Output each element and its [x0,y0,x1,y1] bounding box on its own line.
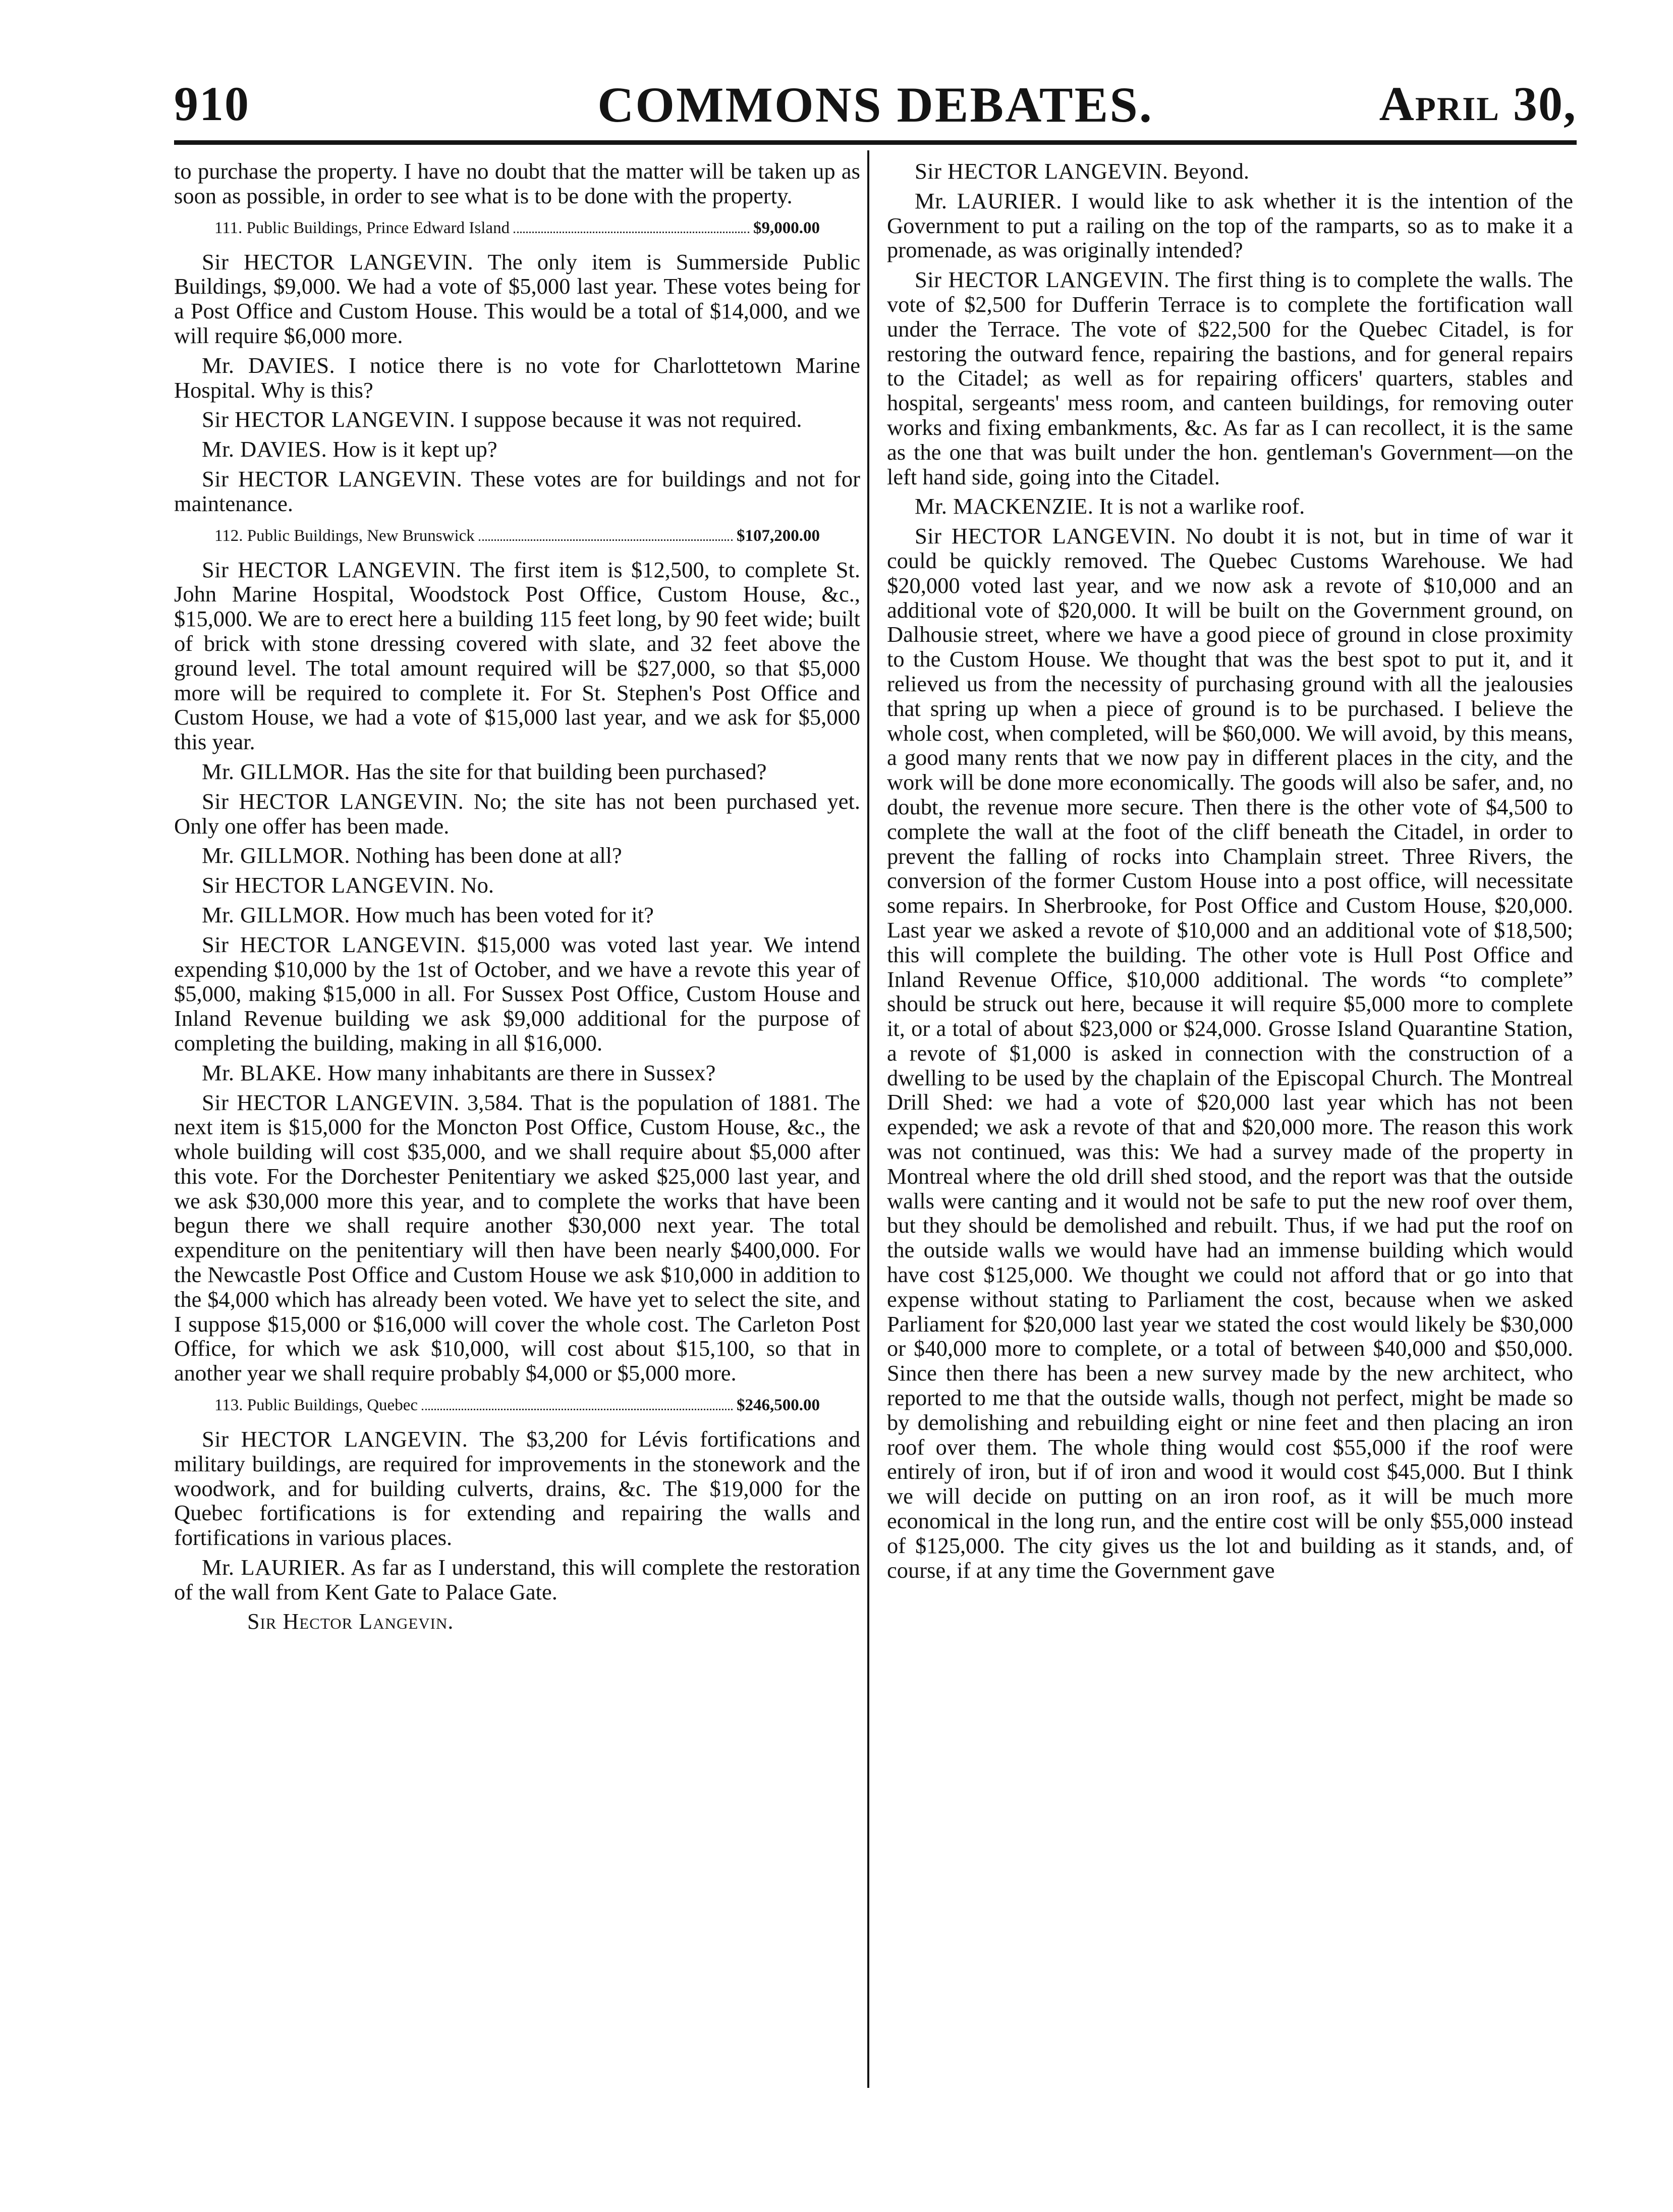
speaker-name: Sir HECTOR LANGEVIN. [202,557,462,582]
speaker-name: Sir HECTOR LANGEVIN. [915,523,1177,549]
speaker-name: Sir HECTOR LANGEVIN. [202,249,474,274]
speaker-name: Sir HECTOR LANGEVIN. [915,159,1168,184]
speaker-name: Sir HECTOR LANGEVIN. [202,466,463,491]
debate-paragraph [174,759,860,784]
speaker-name: Mr. DAVIES. [202,436,327,462]
speech-text: $15,000 was voted last year. We intend expending $10,000 by the 1st of October, and we have a revote this year of $5,000, making $15,000 in all. For Sussex Post Office, Custom House and Inland Revenue building we ask $9,000 additional for the purpose of completing the building, making in all $16,000. [174,931,860,1056]
estimate-item [174,217,860,239]
speaker-name: Mr. MACKENZIE. [915,493,1094,519]
estimate-item-label: 112. Public Buildings, New Brunswick [214,526,475,545]
debate-paragraph [174,1427,860,1550]
speech-text: It is not a warlike roof. [1099,493,1305,519]
left-column [174,159,860,2102]
debate-paragraph [174,1090,860,1386]
debate-paragraph [174,558,860,754]
speech-text: The only item is Summerside Public Buildings, $9,000. We had a vote of $5,000 last year. These votes being for a Post Office and Custom House. This would be a total of $14,000, and we will require $6,000 more. [174,249,860,348]
header-rule [174,140,1577,145]
estimate-item-label: 113. Public Buildings, Quebec [214,1396,418,1415]
speech-text: How is it kept up? [332,436,497,462]
debate-paragraph [887,524,1573,1582]
speech-text: The $3,200 for Lévis fortifications and military buildings, are required for improvements in the stonework and the woodwork, and for building culverts, drains, &c. The $19,000 for the Quebec fortifications is for extending and repairing the walls and fortifications in various places. [174,1426,860,1551]
column-divider [867,150,869,2088]
speaker-name: Mr. GILLMOR. [202,902,351,927]
estimate-item [174,1395,860,1416]
debate-paragraph [174,1555,860,1605]
debate-paragraph [174,789,860,839]
speech-text: These votes are for buildings and not for maintenance. [174,466,860,516]
speaker-name: Sir HECTOR LANGEVIN. [202,931,466,957]
speaker-name: Sir HECTOR LANGEVIN. [202,872,456,898]
debate-paragraph [174,437,860,462]
speech-text: No; the site has not been purchased yet. Only one offer has been made. [174,788,860,839]
speech-text: I suppose because it was not required. [461,407,802,432]
speech-text: Has the site for that building been purchased? [356,758,767,784]
speech-text: I notice there is no vote for Charlottetown Marine Hospital. Why is this? [174,352,860,403]
debate-paragraph [887,189,1573,262]
speaker-name: Mr. DAVIES. [202,352,336,378]
estimate-item [174,525,860,546]
speaker-name: Mr. LAURIER. [915,188,1062,213]
speaker-name: Sir HECTOR LANGEVIN. [915,267,1170,293]
estimate-item-amount: $107,200.00 [737,526,820,545]
speech-text: No. [461,872,494,898]
speaker-name: Mr. BLAKE. [202,1060,322,1085]
debate-paragraph [887,159,1573,184]
speaker-name: Sir HECTOR LANGEVIN. [202,1426,468,1452]
debate-paragraph [174,467,860,516]
speech-text: Beyond. [1174,159,1250,184]
leader-dots [422,1395,733,1410]
debate-paragraph [174,159,860,208]
speech-text: I would like to ask whether it is the intention of the Government to put a railing on the top of the ramparts, so as to make it a promenade, as was originally intended? [887,188,1573,263]
speech-text: 3,584. That is the population of 1881. The next item is $15,000 for the Moncton Post Office, Custom House, &c., the whole building will cost $35,000, and we shall require about $5,000 after this vote. For the Dorchester Penitentiary we asked $25,000 last year, and we ask $30,000 more this year, and to complete the works that have been begun there we shall require another $30,000 next year. The total expenditure on the penitentiary will then have been nearly $400,000. For the Newcastle Post Office and Custom House we ask $10,000 in addition to the $4,000 which has already been voted. We have yet to select the site, and I suppose $15,000 or $16,000 will cover the whole cost. The Carleton Post Office, for which we ask $10,000, will cost about $15,100, so that in another year we shall require probably $4,000 or $5,000 more. [174,1089,860,1386]
page-header [174,76,1577,141]
speaker-name: Sir HECTOR LANGEVIN. [202,407,456,432]
speech-text: How many inhabitants are there in Sussex? [327,1060,716,1085]
leader-dots [479,525,733,541]
speech-text: Nothing has been done at all? [356,843,622,868]
debate-paragraph [174,1061,860,1085]
speech-text: No doubt it is not, but in time of war it could be quickly removed. The Quebec Customs Warehouse. We had $20,000 voted last year, and we now ask a revote of $10,000 and an additional vote of $20,000. It will be built on the Government ground, on Dalhousie street, where we have a good piece of ground in close proximity to the Custom House. We thought that was the best spot to put it, and it relieved us from the necessity of purchasing ground with all the jealousies that spring up when a piece of ground is to be purchased. I believe the whole cost, when completed, will be $60,000. We will avoid, by this means, a good many rents that we now pay in different places in the city, and the work will be done more economically. The goods will also be safer, and, no doubt, the revenue more secure. Then there is the other vote of $4,500 to complete the wall at the foot of the cliff beneath the Citadel, in order to prevent the falling of rocks into Champlain street. Three Rivers, the conversion of the former Custom House into a post office, will necessitate some repairs. In Sherbrooke, for Post Office and Custom House, $20,000. Last year we asked a revote of $10,000 and an additional vote of $18,500; this will complete the building. The other vote is Hull Post Office and Inland Revenue Office, $10,000 additional. The words “to complete” should be struck out here, because it will require $5,000 more to complete it, or a total of about $23,000 or $24,000. Grosse Island Quarantine Station, a revote of $1,000 is asked in connection with the construction of a dwelling to be used by the chaplain of the Episcopal Church. The Montreal Drill Shed: we had a vote of $20,000 last year which has not been expended; we ask a revote of that and $20,000 more. The reason this work was not continued, was this: We had a survey made of the property in Montreal where the old drill shed stood, and the report was that the outside walls were canting and it would not be safe to put the new roof over them, but they should be demolished and rebuilt. Thus, if we had put the roof on the outside walls we would have had an immense building which would have cost $125,000. We thought we could not afford that or go into that expense without stating to Parliament the cost, because when we asked Parliament for $20,000 last year we stated the cost would likely be $30,000 or $40,000 more to complete, or a total of between $40,000 and $50,000. Since then there has been a new survey made by the new architect, who reported to me that the outside walls, though not perfect, might be made so by demolishing and rebuilding eight or nine feet and then placing an iron roof over them. The whole thing would cost $55,000 if the roof were entirely of iron, but if of iron and wood it would cost $45,000. But I think we will decide on putting on an iron roof, as it will be much more economical in the long run, and the entire cost will be only $55,000 instead of $125,000. The city gives us the lot and building as it stands, and, of course, if at any time the Government gave [887,523,1573,1583]
debate-paragraph [174,873,860,898]
speaker-name: Mr. GILLMOR. [202,758,351,784]
debate-paragraph [887,494,1573,519]
right-column [887,159,1573,2102]
debate-paragraph [174,843,860,868]
debate-paragraph [174,903,860,927]
page-title: COMMONS DEBATES. [597,77,1153,133]
speech-text: The first thing is to complete the walls. The vote of $2,500 for Dufferin Terrace is to complete the fortification wall under the Terrace. The vote of $22,500 for the Quebec Citadel, is for restoring the outward fence, repairing the bastions, and for general repairs to the Citadel; as well as for repairing officers' quarters, stables and hospital, sergeants' mess room, and canteen buildings, for removing outer works and fixing embankments, &c. As far as I can recollect, it is the same as the one that was built under the hon. gentleman's Government—on the left hand side, going into the Citadel. [887,267,1573,489]
speech-text: How much has been voted for it? [356,902,654,927]
page-number: 910 [174,77,250,131]
leader-dots [514,217,749,233]
speaker-name: Sir HECTOR LANGEVIN. [202,788,464,814]
speech-text: to purchase the property. I have no doubt that the matter will be taken up as soon as possible, in order to see what is to be done with the property. [174,159,860,208]
debate-paragraph [174,250,860,348]
speaker-name: Sir HECTOR LANGEVIN. [202,1089,460,1115]
debate-paragraph [174,407,860,432]
speaker-name: Mr. GILLMOR. [202,843,351,868]
estimate-item-label: 111. Public Buildings, Prince Edward Island [214,218,510,237]
estimate-item-amount: $9,000.00 [753,218,820,237]
debate-paragraph [174,353,860,403]
debate-paragraph [174,932,860,1056]
page-date: April 30, [1379,77,1577,131]
footer-speaker-name: Sir Hector Langevin. [247,1609,454,1634]
speaker-name: Mr. LAURIER. [202,1555,346,1580]
estimate-item-amount: $246,500.00 [737,1396,820,1415]
speech-text: As far as I understand, this will complete the restoration of the wall from Kent Gate to Palace Gate. [174,1555,860,1605]
speech-text: The first item is $12,500, to complete St. John Marine Hospital, Woodstock Post Office, Custom House, &c., $15,000. We are to erect here a building 115 feet long, by 90 feet wide; built of brick with stone dressing covered with slate, and 32 feet above the ground level. The total amount required will be $27,000, so that $5,000 more will be required to complete it. For St. Stephen's Post Office and Custom House, we had a vote of $15,000 last year, and we ask for $5,000 this year. [174,557,860,755]
debate-paragraph [887,267,1573,489]
